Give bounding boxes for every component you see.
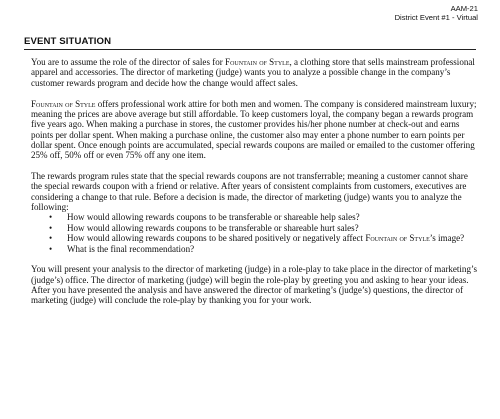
section-divider — [24, 49, 476, 50]
company-name: Fountain of Style — [31, 98, 96, 109]
company-name: Fountain of Style — [225, 57, 290, 67]
event-district: District Event #1 - Virtual — [394, 13, 478, 23]
event-code: AAM-21 — [450, 4, 478, 13]
question-text: How would allowing rewards coupons to be shared positively or negatively affect — [67, 233, 366, 244]
question-text: How would allowing rewards coupons to be transferable or shareable hurt sales? — [67, 222, 359, 233]
section-title: EVENT SITUATION — [24, 36, 112, 47]
bullet-icon: • — [49, 222, 53, 233]
paragraph-intro-after: , a clothing store that sells mainstream professional apparel and accessories. The director of marketing (judge) wants you to analyze a possible change in the company’s customer rewards program and decide how the change would affect sales. — [31, 57, 475, 88]
event-header — [395, 4, 478, 23]
paragraph-intro — [31, 57, 479, 88]
paragraph-intro-before: You are to assume the role of the director of sales for — [31, 57, 226, 67]
bullet-icon: • — [49, 243, 53, 254]
list-item — [45, 233, 479, 243]
event-situation-body — [31, 57, 479, 316]
list-item — [45, 212, 479, 222]
question-text: What is the final recommendation? — [67, 243, 195, 254]
bullet-icon: • — [49, 233, 53, 244]
paragraph-company-text: offers professional work attire for both men and women. The company is considered mainstream luxury; meaning the prices are above average but still affordable. To keep customers loyal, the company began a rewards program five years ago. When making a purchase in stores, the customer provides his/her phone number at check-out and earns points per dollar spent. When making a purchase online, the customer also may enter a phone number to earn points per dollar spent. Once enough points are accumulated, special rewards coupons are mailed or emailed to the customer offering 25% off, 50% off or even 75% off any one item. — [31, 98, 477, 161]
list-item — [45, 223, 479, 233]
paragraph-roleplay: You will present your analysis to the director of marketing (judge) in a role-play to take place in the director of marketing’s (judge’s) office. The director of marketing (judge) will begin the role-play by greeting you and asking to hear your ideas. After you have presented the analysis and have answered the director of marketing’s (judge’s) questions, the director of marketing (judge) will conclude the role-play by thanking you for your work. — [31, 264, 478, 306]
bullet-icon: • — [49, 212, 53, 223]
paragraph-rules: The rewards program rules state that the special rewards coupons are not transferrable; meaning a customer cannot share the special rewards coupon with a friend or relative. After years of consistent complaints from customers, executives are considering a change to that rule. Before a decision is made, the director of marketing (judge) wants you to analyze the following: — [31, 171, 468, 213]
company-name: Fountain of Style — [365, 233, 430, 244]
question-text: ’s image? — [429, 233, 465, 244]
question-list — [31, 212, 479, 253]
paragraph-company — [31, 99, 479, 161]
question-text: How would allowing rewards coupons to be transferable or shareable help sales? — [67, 212, 360, 223]
list-item — [45, 244, 479, 254]
